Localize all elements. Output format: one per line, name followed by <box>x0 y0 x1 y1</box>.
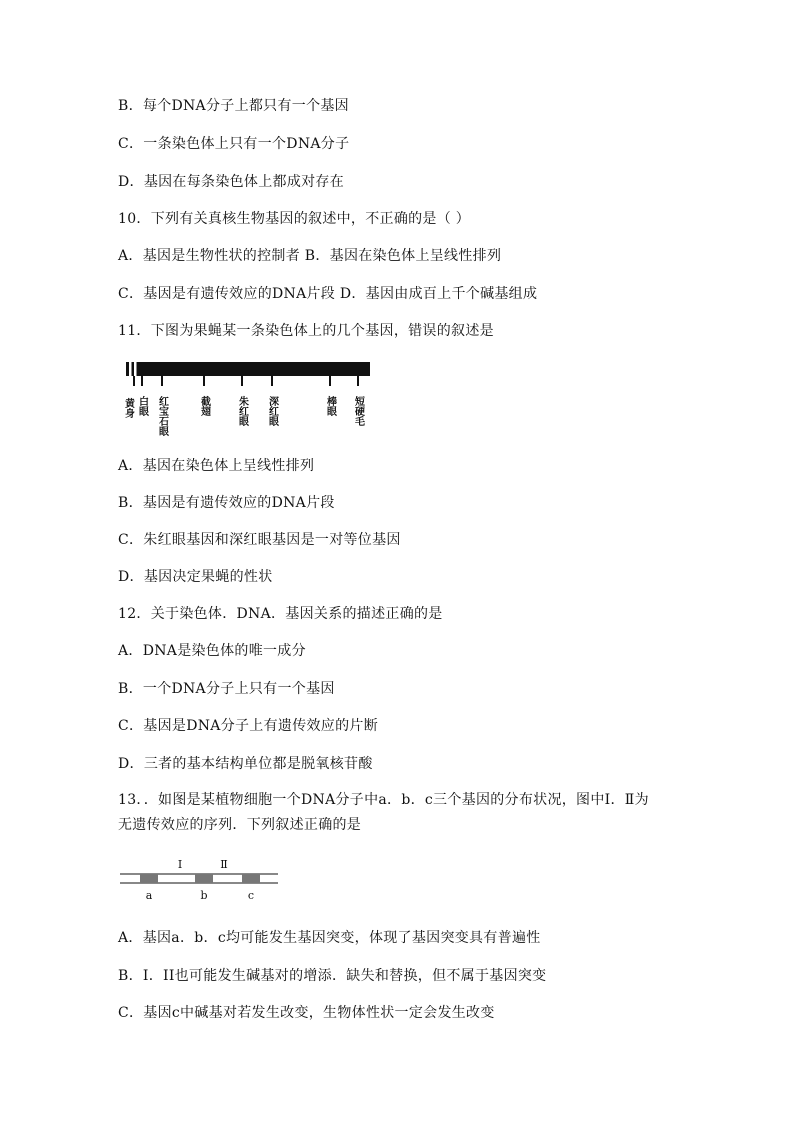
line-q12-b: B．一个DNA分子上只有一个基因 <box>118 681 335 697</box>
gene-label-a: a <box>145 889 153 902</box>
line-q11-c: C．朱红眼基因和深红眼基因是一对等位基因 <box>118 532 401 548</box>
line-q11-d: D．基因决定果蝇的性状 <box>118 569 273 585</box>
question-12: 12．关于染色体．DNA．基因关系的描述正确的是 <box>118 606 443 622</box>
gene-label-deep-red-eye: 深红眼 <box>266 396 278 426</box>
line-q13-b: B．I．II也可能发生碱基对的增添．缺失和替换，但不属于基因突变 <box>118 968 547 984</box>
line-q13-a: A．基因a．b．c均可能发生基因突变，体现了基因突变具有普遍性 <box>118 930 541 946</box>
line-q9-b: B．每个DNA分子上都只有一个基因 <box>118 98 349 114</box>
question-10: 10．下列有关真核生物基因的叙述中，不正确的是（ ） <box>118 211 471 227</box>
gene-label-yellow-body: 黄身 <box>122 398 134 418</box>
gene-c-segment <box>242 874 260 883</box>
gene-label-ruby-eye: 红宝石眼 <box>156 396 168 436</box>
region-label-2: Ⅱ <box>220 858 228 871</box>
gene-label-vermilion-eye: 朱红眼 <box>236 396 248 426</box>
dna-gene-figure <box>118 854 282 904</box>
gene-label-b: b <box>200 889 208 902</box>
line-q12-a: A．DNA是染色体的唯一成分 <box>118 643 306 659</box>
line-q11-a: A．基因在染色体上呈线性排列 <box>118 458 315 474</box>
line-q12-c: C．基因是DNA分子上有遗传效应的片断 <box>118 718 378 734</box>
gene-a-segment <box>140 874 158 883</box>
line-q13-c: C．基因c中碱基对若发生改变，生物体性状一定会发生改变 <box>118 1005 495 1021</box>
chromosome-bar <box>126 362 370 376</box>
gene-markers <box>134 376 358 386</box>
gene-label-cut-wing: 截翅 <box>198 396 210 416</box>
line-q9-c: C．一条染色体上只有一个DNA分子 <box>118 136 350 152</box>
line-q10-cd: C．基因是有遗传效应的DNA片段 D．基因由成百上千个碱基组成 <box>118 286 538 302</box>
line-q11-b: B．基因是有遗传效应的DNA片段 <box>118 495 335 511</box>
gene-b-segment <box>195 874 213 883</box>
line-q10-ab: A．基因是生物性状的控制者 B．基因在染色体上呈线性排列 <box>118 248 502 264</box>
question-11: 11．下图为果蝇某一条染色体上的几个基因，错误的叙述是 <box>118 323 494 339</box>
gene-label-bar-eye: 棒眼 <box>324 396 336 416</box>
region-label-1: Ⅰ <box>177 858 183 871</box>
gene-label-c: c <box>247 889 255 902</box>
question-13: 13．．如图是某植物细胞一个DNA分子中a．b．c三个基因的分布状况，图中Ⅰ．Ⅱ为 <box>118 792 649 808</box>
gene-label-short-bristle: 短硬毛 <box>352 396 364 426</box>
question-13-cont: 无遗传效应的序列．下列叙述正确的是 <box>118 817 362 833</box>
line-q9-d: D．基因在每条染色体上都成对存在 <box>118 174 345 190</box>
gene-label-white-eye: 白眼 <box>136 396 148 416</box>
chromosome-gene-figure <box>118 356 380 442</box>
line-q12-d: D．三者的基本结构单位都是脱氧核苷酸 <box>118 756 373 772</box>
